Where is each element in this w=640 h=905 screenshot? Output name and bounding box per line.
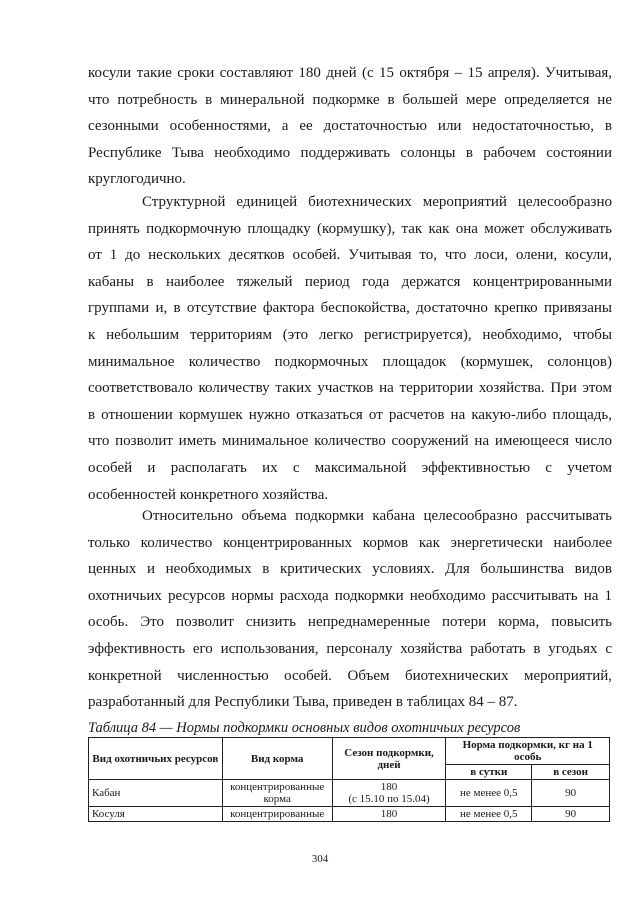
text-line: круглогодично.: [88, 171, 186, 188]
text-line: только количество концентрированных кормов как энергетически наиболее: [88, 534, 612, 551]
season-dates: (с 15.10 по 15.04): [348, 793, 430, 805]
text-line: соответствовало количеству таких участков на территории хозяйства. При этом: [88, 380, 612, 397]
header-species: Вид охотничьих ресурсов: [89, 738, 223, 780]
text-line: в отношении кормушек нужно отказаться от расчетов на какую-либо площадь,: [88, 406, 612, 423]
header-feed: Вид корма: [222, 738, 332, 780]
page-number: 304: [311, 853, 329, 865]
cell-per-day: не менее 0,5: [446, 780, 532, 807]
text-line: эффективность его использования, персоналу хозяйства работать в угодьях с: [88, 640, 612, 657]
table-header-row: [89, 738, 610, 765]
text-line: что потребность в минеральной подкормке в большей мере определяется не: [88, 91, 612, 108]
header-per-day: в сутки: [446, 765, 532, 780]
text-line: Относительно объема подкормки кабана целесообразно рассчитывать: [142, 508, 612, 524]
season-days: 180: [380, 781, 398, 793]
cell-feed: концентрированные корма: [222, 780, 332, 807]
text-line: разработанный для Республики Тыва, приведен в таблицах 84 – 87.: [88, 694, 518, 711]
cell-season: [332, 780, 446, 807]
paragraph-2: [88, 189, 612, 508]
table-row: [89, 807, 610, 822]
text-line: Республике Тыва необходимо поддерживать солонцы в рабочем состоянии: [88, 144, 612, 161]
table-caption: Таблица 84 — Нормы подкормки основных видов охотничьих ресурсов: [88, 720, 521, 736]
text-line: что позволит иметь минимальное количество сооружений на имеющееся число: [88, 433, 612, 450]
text-line: группами и, в отсутствие фактора беспокойства, достаточно крепко привязаны: [88, 300, 612, 317]
text-line: особь. Это позволит снизить непреднамеренные потери корма, повысить: [88, 614, 612, 631]
header-season: Сезон подкормки, дней: [332, 738, 446, 780]
feeding-norms-table: [88, 737, 610, 822]
text-line: принять подкормочную площадку (кормушку), так как она может обслуживать: [88, 220, 612, 237]
text-line: к небольшим территориям (это легко регистрируется), необходимо, чтобы: [88, 326, 612, 343]
text-line: особей и располагать их с максимальной эффективностью с учетом: [88, 459, 612, 476]
text-line: кабаны в наиболее тяжелый период года держатся концентрированными: [88, 273, 612, 290]
cell-season: 180: [332, 807, 446, 822]
cell-per-season: 90: [532, 780, 610, 807]
text-line: конкретной численностью особей. Объем биотехнических мероприятий,: [88, 667, 612, 684]
text-line: особенностей конкретного хозяйства.: [88, 486, 329, 503]
paragraph-1: [88, 60, 612, 193]
text-line: охотничьих ресурсов нормы расхода подкормки необходимо рассчитывать на 1: [88, 587, 612, 604]
header-norm: Норма подкормки, кг на 1 особь: [446, 738, 610, 765]
paragraph-3: [88, 503, 612, 716]
cell-species: Косуля: [89, 807, 223, 822]
text-line: минимальное количество подкормочных площадок (кормушек, солонцов): [88, 353, 612, 370]
cell-per-season: 90: [532, 807, 610, 822]
cell-species: Кабан: [89, 780, 223, 807]
cell-feed: концентрированные: [222, 807, 332, 822]
text-line: ценных и необходимых в критических условиях. Для большинства видов: [88, 561, 612, 578]
cell-per-day: не менее 0,5: [446, 807, 532, 822]
text-line: от 1 до нескольких десятков особей. Учитывая то, что лоси, олени, косули,: [88, 247, 612, 264]
text-line: сезонными особенностями, а ее достаточностью или недостаточностью, в: [88, 118, 612, 135]
text-line: косули такие сроки составляют 180 дней (с 15 октября – 15 апреля). Учитывая,: [88, 65, 612, 81]
table-row: [89, 780, 610, 807]
text-line: Структурной единицей биотехнических мероприятий целесообразно: [142, 194, 612, 210]
header-per-season: в сезон: [532, 765, 610, 780]
